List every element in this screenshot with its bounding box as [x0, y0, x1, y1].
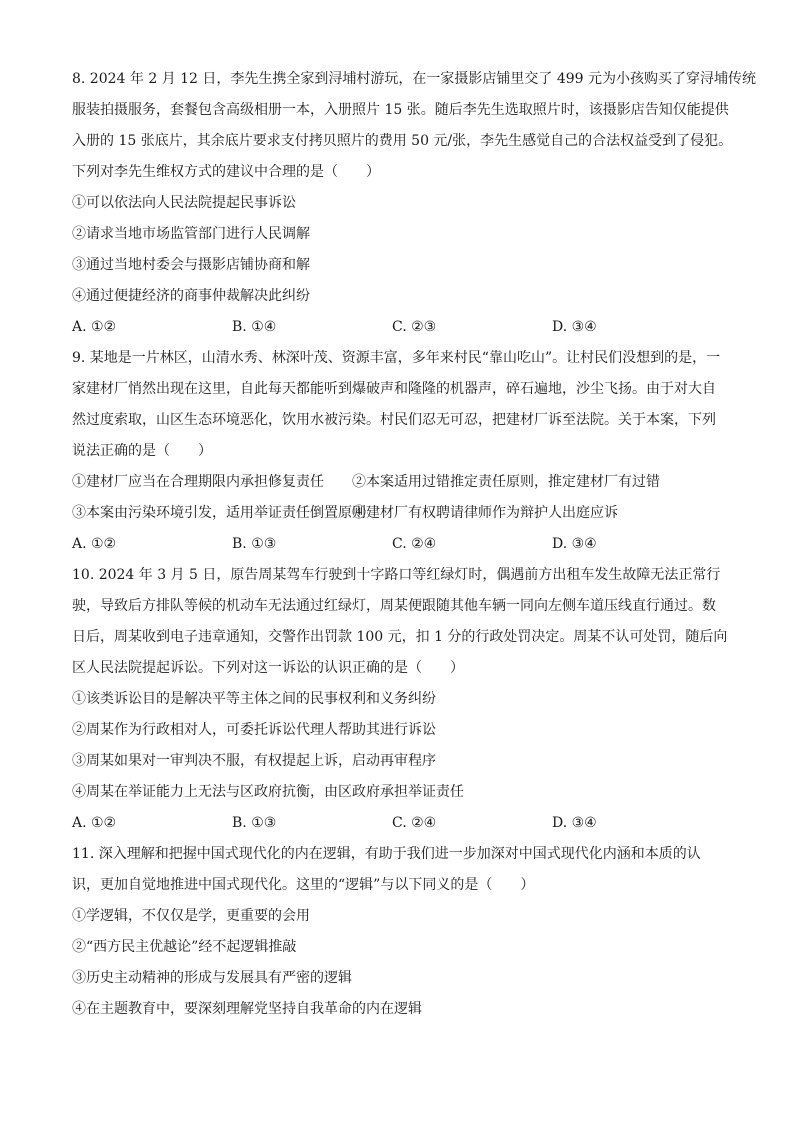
statement-item: ③历史主动精神的形成与发展具有严密的逻辑: [72, 970, 352, 986]
question-stem-line: 9. 某地是一片林区，山清水秀、林深叶茂、资源丰富，多年来村民“靠山吃山”。让村民们没想到的是，一: [72, 350, 721, 366]
option-c[interactable]: C. ②④: [392, 536, 437, 552]
question-stem-line: 说法正确的是（ ）: [72, 443, 212, 459]
statement-item: ①建材厂应当在合理期限内承担修复责任: [72, 474, 324, 490]
question-stem-line: 服装拍摄服务，套餐包含高级相册一本，入册照片 15 张。随后李先生选取照片时，该摄影店告知仅能提供: [72, 102, 729, 118]
option-b[interactable]: B. ①③: [232, 815, 277, 831]
question-stem-line: 驶，导致后方排队等候的机动车无法通过红绿灯，周某便跟随其他车辆一同向左侧车道压线直行通过。数: [72, 598, 716, 614]
question-10: [72, 560, 734, 839]
question-stem-line: 入册的 15 张底片，其余底片要求支付拷贝照片的费用 50 元/张，李先生感觉自己的合法权益受到了侵犯。: [72, 133, 733, 149]
question-stem-line: 然过度索取，山区生态环境恶化，饮用水被污染。村民们忍无可忍，把建材厂诉至法院。关于本案，下列: [72, 412, 716, 428]
statement-item: ②本案适用过错推定责任原则，推定建材厂有过错: [352, 474, 660, 490]
question-stem-line: 家建材厂悄然出现在这里，自此每天都能听到爆破声和隆隆的机器声，碎石遍地，沙尘飞扬。由于对大自: [72, 381, 716, 397]
question-stem-line: 10. 2024 年 3 月 5 日，原告周某驾车行驶到十字路口等红绿灯时，偶遇前方出租车发生故障无法正常行: [72, 567, 721, 583]
question-stem-line: 日后，周某收到电子违章通知，交警作出罚款 100 元，扣 1 分的行政处罚决定。周某不认可处罚，随后向: [72, 629, 728, 645]
exam-page: [72, 64, 757, 1025]
statement-item: ②请求当地市场监管部门进行人民调解: [72, 226, 310, 242]
option-c[interactable]: C. ②③: [392, 319, 437, 335]
statement-item: ①可以依法向人民法院提起民事诉讼: [72, 195, 296, 211]
question-9: [72, 343, 734, 560]
statement-item: ①该类诉讼目的是解决平等主体之间的民事权利和义务纠纷: [72, 691, 436, 707]
answer-options: [72, 808, 734, 839]
statement-row: [72, 498, 734, 529]
statement-item: ③通过当地村委会与摄影店铺协商和解: [72, 257, 310, 273]
question-8: [72, 64, 757, 343]
option-a[interactable]: A. ①②: [72, 815, 117, 831]
option-d[interactable]: D. ③④: [552, 319, 597, 335]
question-stem-line: 区人民法院提起诉讼。下列对这一诉讼的认识正确的是（ ）: [72, 660, 464, 676]
statement-item: ③本案由污染环境引发，适用举证责任倒置原则: [72, 505, 366, 521]
question-stem-line: 11. 深入理解和把握中国式现代化的内在逻辑，有助于我们进一步加深对中国式现代化内涵和本质的认: [72, 846, 701, 862]
option-b[interactable]: B. ①④: [232, 319, 277, 335]
statement-item: ④在主题教育中，要深刻理解党坚持自我革命的内在逻辑: [72, 1001, 422, 1017]
option-b[interactable]: B. ①③: [232, 536, 277, 552]
statement-item: ③周某如果对一审判决不服，有权提起上诉，启动再审程序: [72, 753, 436, 769]
option-d[interactable]: D. ③④: [552, 536, 597, 552]
option-d[interactable]: D. ③④: [552, 815, 597, 831]
statement-item: ④周某在举证能力上无法与区政府抗衡，由区政府承担举证责任: [72, 784, 464, 800]
answer-options: [72, 529, 734, 560]
statement-item: ④通过便捷经济的商事仲裁解决此纠纷: [72, 288, 310, 304]
question-stem-line: 下列对李先生维权方式的建议中合理的是（ ）: [72, 164, 380, 180]
answer-options: [72, 312, 734, 343]
statement-row: [72, 467, 734, 498]
question-stem-line: 8. 2024 年 2 月 12 日，李先生携全家到浔埔村游玩，在一家摄影店铺里交了 499 元为小孩购买了穿浔埔传统: [72, 71, 757, 87]
option-a[interactable]: A. ①②: [72, 536, 117, 552]
option-a[interactable]: A. ①②: [72, 319, 117, 335]
statement-item: ①学逻辑，不仅仅是学，更重要的会用: [72, 908, 310, 924]
question-stem-line: 识，更加自觉地推进中国式现代化。这里的“逻辑”与以下同义的是（ ）: [72, 877, 535, 893]
statement-item: ②周某作为行政相对人，可委托诉讼代理人帮助其进行诉讼: [72, 722, 436, 738]
question-11: [72, 839, 734, 1025]
statement-item: ④建材厂有权聘请律师作为辩护人出庭应诉: [352, 505, 618, 521]
statement-item: ②“西方民主优越论”经不起逻辑推敲: [72, 939, 297, 955]
option-c[interactable]: C. ②④: [392, 815, 437, 831]
